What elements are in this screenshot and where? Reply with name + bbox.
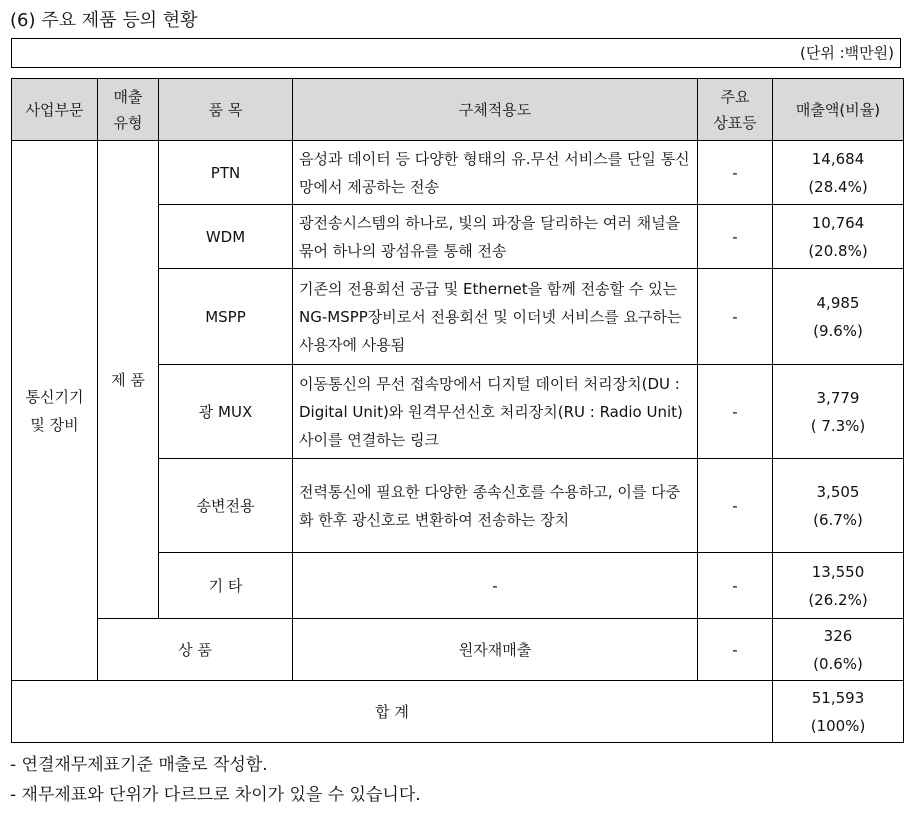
footnotes (10, 750, 421, 810)
usage-cell: 광전송시스템의 하나로, 빛의 파장을 달리하는 여러 채널을 묶어 하나의 광섬유를 통해 전송 (293, 205, 698, 269)
footnote: - 재무제표와 단위가 다르므로 차이가 있을 수 있습니다. (10, 785, 421, 805)
header-sales-type: 매출 유형 (98, 79, 159, 141)
header-sales: 매출액(비율) (773, 79, 904, 141)
usage-cell: 기존의 전용회선 공급 및 Ethernet을 함께 전송할 수 있는 NG-MSPP장비로서 전용회선 및 이더넷 서비스를 요구하는 사용자에 사용됨 (293, 269, 698, 365)
ratio-value: (100%) (810, 716, 866, 735)
amount-value: 4,985 (816, 293, 860, 312)
item-cell: 송변전용 (159, 459, 293, 553)
ratio-value: (26.2%) (808, 590, 868, 609)
type-product-cell: 제 품 (98, 141, 159, 619)
goods-usage-cell: 원자재매출 (293, 619, 698, 681)
brand-cell: - (698, 553, 773, 619)
amount-cell (773, 459, 904, 553)
unit-box (11, 38, 901, 68)
amount-cell (773, 365, 904, 459)
amount-cell (773, 141, 904, 205)
usage-cell: 음성과 데이터 등 다양한 형태의 유.무선 서비스를 단일 통신망에서 제공하는 전송 (293, 141, 698, 205)
item-cell: PTN (159, 141, 293, 205)
goods-row (12, 619, 904, 681)
brand-cell: - (698, 141, 773, 205)
header-usage: 구체적용도 (293, 79, 698, 141)
goods-type-cell: 상 품 (98, 619, 293, 681)
ratio-value: (0.6%) (813, 654, 863, 673)
total-label-cell: 합 계 (12, 681, 773, 743)
amount-value: 13,550 (811, 562, 865, 581)
amount-value: 3,505 (816, 482, 860, 501)
products-table (11, 78, 904, 743)
amount-cell (773, 269, 904, 365)
brand-cell: - (698, 269, 773, 365)
usage-cell: 이동통신의 무선 접속망에서 디지털 데이터 처리장치(DU : Digital Unit)와 원격무선신호 처리장치(RU : Radio Unit)사이를 연결하는 링크 (293, 365, 698, 459)
section-title: (6) 주요 제품 등의 현황 (10, 10, 198, 31)
unit-label: (단위 :백만원) (800, 44, 894, 62)
amount-cell (773, 205, 904, 269)
ratio-value: ( 7.3%) (810, 416, 866, 435)
goods-brand-cell: - (698, 619, 773, 681)
ratio-value: (9.6%) (813, 321, 863, 340)
total-row (12, 681, 904, 743)
amount-value: 3,779 (816, 388, 860, 407)
table-row (12, 141, 904, 205)
amount-value: 14,684 (811, 149, 865, 168)
header-division: 사업부문 (12, 79, 98, 141)
item-cell: MSPP (159, 269, 293, 365)
item-cell: WDM (159, 205, 293, 269)
goods-amount-cell (773, 619, 904, 681)
ratio-value: (28.4%) (808, 177, 868, 196)
amount-value: 51,593 (811, 688, 865, 707)
brand-cell: - (698, 459, 773, 553)
item-cell: 광 MUX (159, 365, 293, 459)
usage-cell: 전력통신에 필요한 다양한 종속신호를 수용하고, 이를 다중화 한후 광신호로 변환하여 전송하는 장치 (293, 459, 698, 553)
footnote: - 연결재무제표기준 매출로 작성함. (10, 755, 268, 775)
brand-cell: - (698, 365, 773, 459)
total-amount-cell (773, 681, 904, 743)
brand-cell: - (698, 205, 773, 269)
ratio-value: (20.8%) (808, 241, 868, 260)
header-item: 품 목 (159, 79, 293, 141)
usage-cell: - (293, 553, 698, 619)
ratio-value: (6.7%) (813, 510, 863, 529)
amount-value: 326 (823, 626, 853, 645)
header-row (12, 79, 904, 141)
amount-cell (773, 553, 904, 619)
header-brand: 주요 상표등 (698, 79, 773, 141)
item-cell: 기 타 (159, 553, 293, 619)
amount-value: 10,764 (811, 213, 865, 232)
division-cell: 통신기기 및 장비 (12, 141, 98, 681)
